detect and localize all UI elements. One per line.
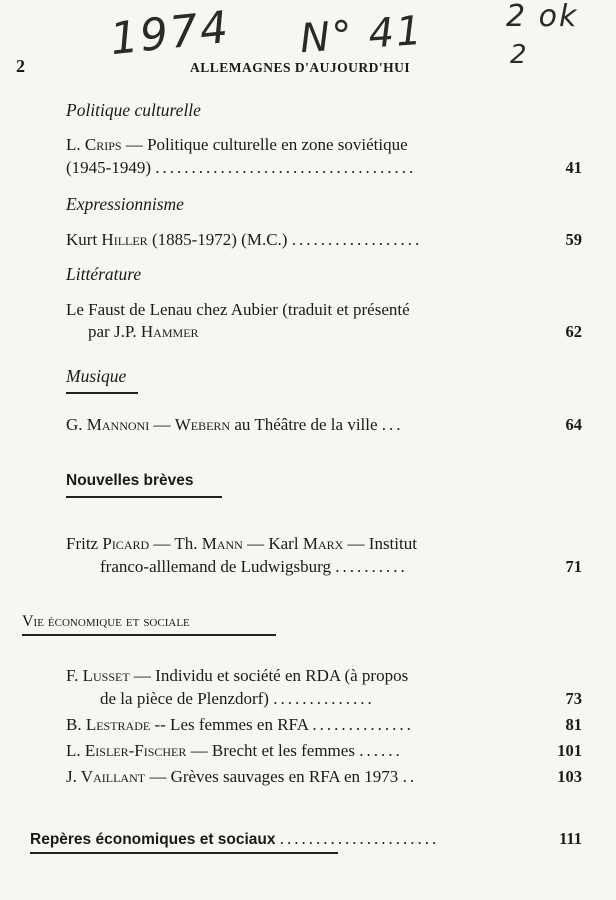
toc-entry-lusset-line2 [66,687,582,711]
author-name: L. Eisler-Fischer [66,741,187,760]
toc-entry-faust-line2 [66,320,582,344]
leader-dots: .......... [335,557,408,576]
leader-dots: .. [402,767,418,786]
entry-title: (1885-1972) (M.C.) [151,230,288,249]
section-title-litterature: Littérature [66,264,142,284]
leader-dots: ...................... [279,829,440,848]
text-th: — Th. [153,534,198,553]
page-ref: 41 [565,158,582,177]
toc-entry-eisler-fischer [66,739,582,763]
page-ref: 111 [559,829,582,848]
toc-entry-lusset [66,664,408,688]
section-title-musique: Musique [66,366,127,386]
name-picard: Picard [102,534,150,553]
section-title-reperes: Repères économiques et sociaux [30,831,276,848]
entry-title-line1: Le Faust de Lenau chez Aubier (traduit et présenté [66,300,410,319]
handwritten-mark-bottom: 2 [510,40,529,70]
section-underline [30,852,338,854]
toc-entry-mannoni [66,413,582,437]
entry-title-line2: de la pièce de Plenzdorf) [100,689,269,708]
entry-title-line2: franco-alllemand de Ludwigsburg [100,557,332,576]
dash: — [153,415,171,434]
section-underline [66,392,138,394]
handwritten-year: 1974 [107,1,233,66]
author-name: F. Lusset [66,666,130,685]
page-ref: 59 [565,230,582,249]
handwritten-mark-top: 2 ok [506,0,579,34]
page-number: 2 [16,56,25,76]
entry-title: -- Les femmes en RFA [154,715,309,734]
author-name: B. Lestrade [66,715,151,734]
section-underline [22,634,276,636]
author-first-name: Kurt [66,230,98,249]
toc-entry-nouvelles-line2 [66,555,582,579]
page-ref: 62 [565,322,582,341]
toc-entry-lestrade [66,713,582,737]
text-fritz: Fritz [66,534,99,553]
entry-title: au Théâtre de la ville [234,415,378,434]
text-institut: — Institut [347,534,417,553]
page-ref: 64 [565,415,582,434]
toc-entry-reperes [30,827,582,852]
name-marx: Marx [302,534,344,553]
entry-title-line1: — Politique culturelle en zone soviétique [125,135,408,154]
section-underline [66,496,222,498]
leader-dots: .............. [273,689,375,708]
leader-dots: .................. [291,230,423,249]
page-ref: 73 [565,689,582,708]
page-ref: 81 [565,715,582,734]
section-title-expressionnisme: Expressionnisme [66,194,184,214]
leader-dots: ... [381,415,404,434]
translator-name: Hammer [140,322,199,341]
leader-dots: ...... [359,741,403,760]
section-title-nouvelles: Nouvelles brèves [66,472,194,489]
leader-dots: .................................... [155,158,417,177]
toc-entry-hiller [66,228,582,252]
page-ref: 103 [557,767,582,786]
toc-entry-vaillant [66,765,582,789]
toc-entry-crips [66,133,408,157]
entry-title: — Brecht et les femmes [190,741,355,760]
handwritten-issue-number: N° 41 [298,7,426,63]
entry-title-line1: — Individu et société en RDA (à propos [133,666,409,685]
leader-dots: .............. [312,715,414,734]
page-ref: 101 [557,741,582,760]
toc-entry-faust [66,298,410,322]
page-ref: 71 [565,557,582,576]
author-name: J. Vaillant [66,767,146,786]
entry-title-line2: (1945-1949) [66,158,151,177]
running-title: ALLEMAGNES D'AUJOURD'HUI [190,60,411,75]
entry-title-line2: par J.P. [88,322,137,341]
toc-entry-nouvelles [66,532,417,556]
author-name: G. Mannoni [66,415,150,434]
section-title-politique: Politique culturelle [66,100,201,120]
author-name: L. Crips [66,135,122,154]
author-last-name: Hiller [101,230,148,249]
toc-entry-crips-line2 [66,156,582,180]
composer-name: Webern [174,415,231,434]
entry-title: — Grèves sauvages en RFA en 1973 [149,767,399,786]
section-title-vie: Vie économique et sociale [22,613,190,630]
text-karl: — Karl [247,534,299,553]
name-mann: Mann [201,534,243,553]
